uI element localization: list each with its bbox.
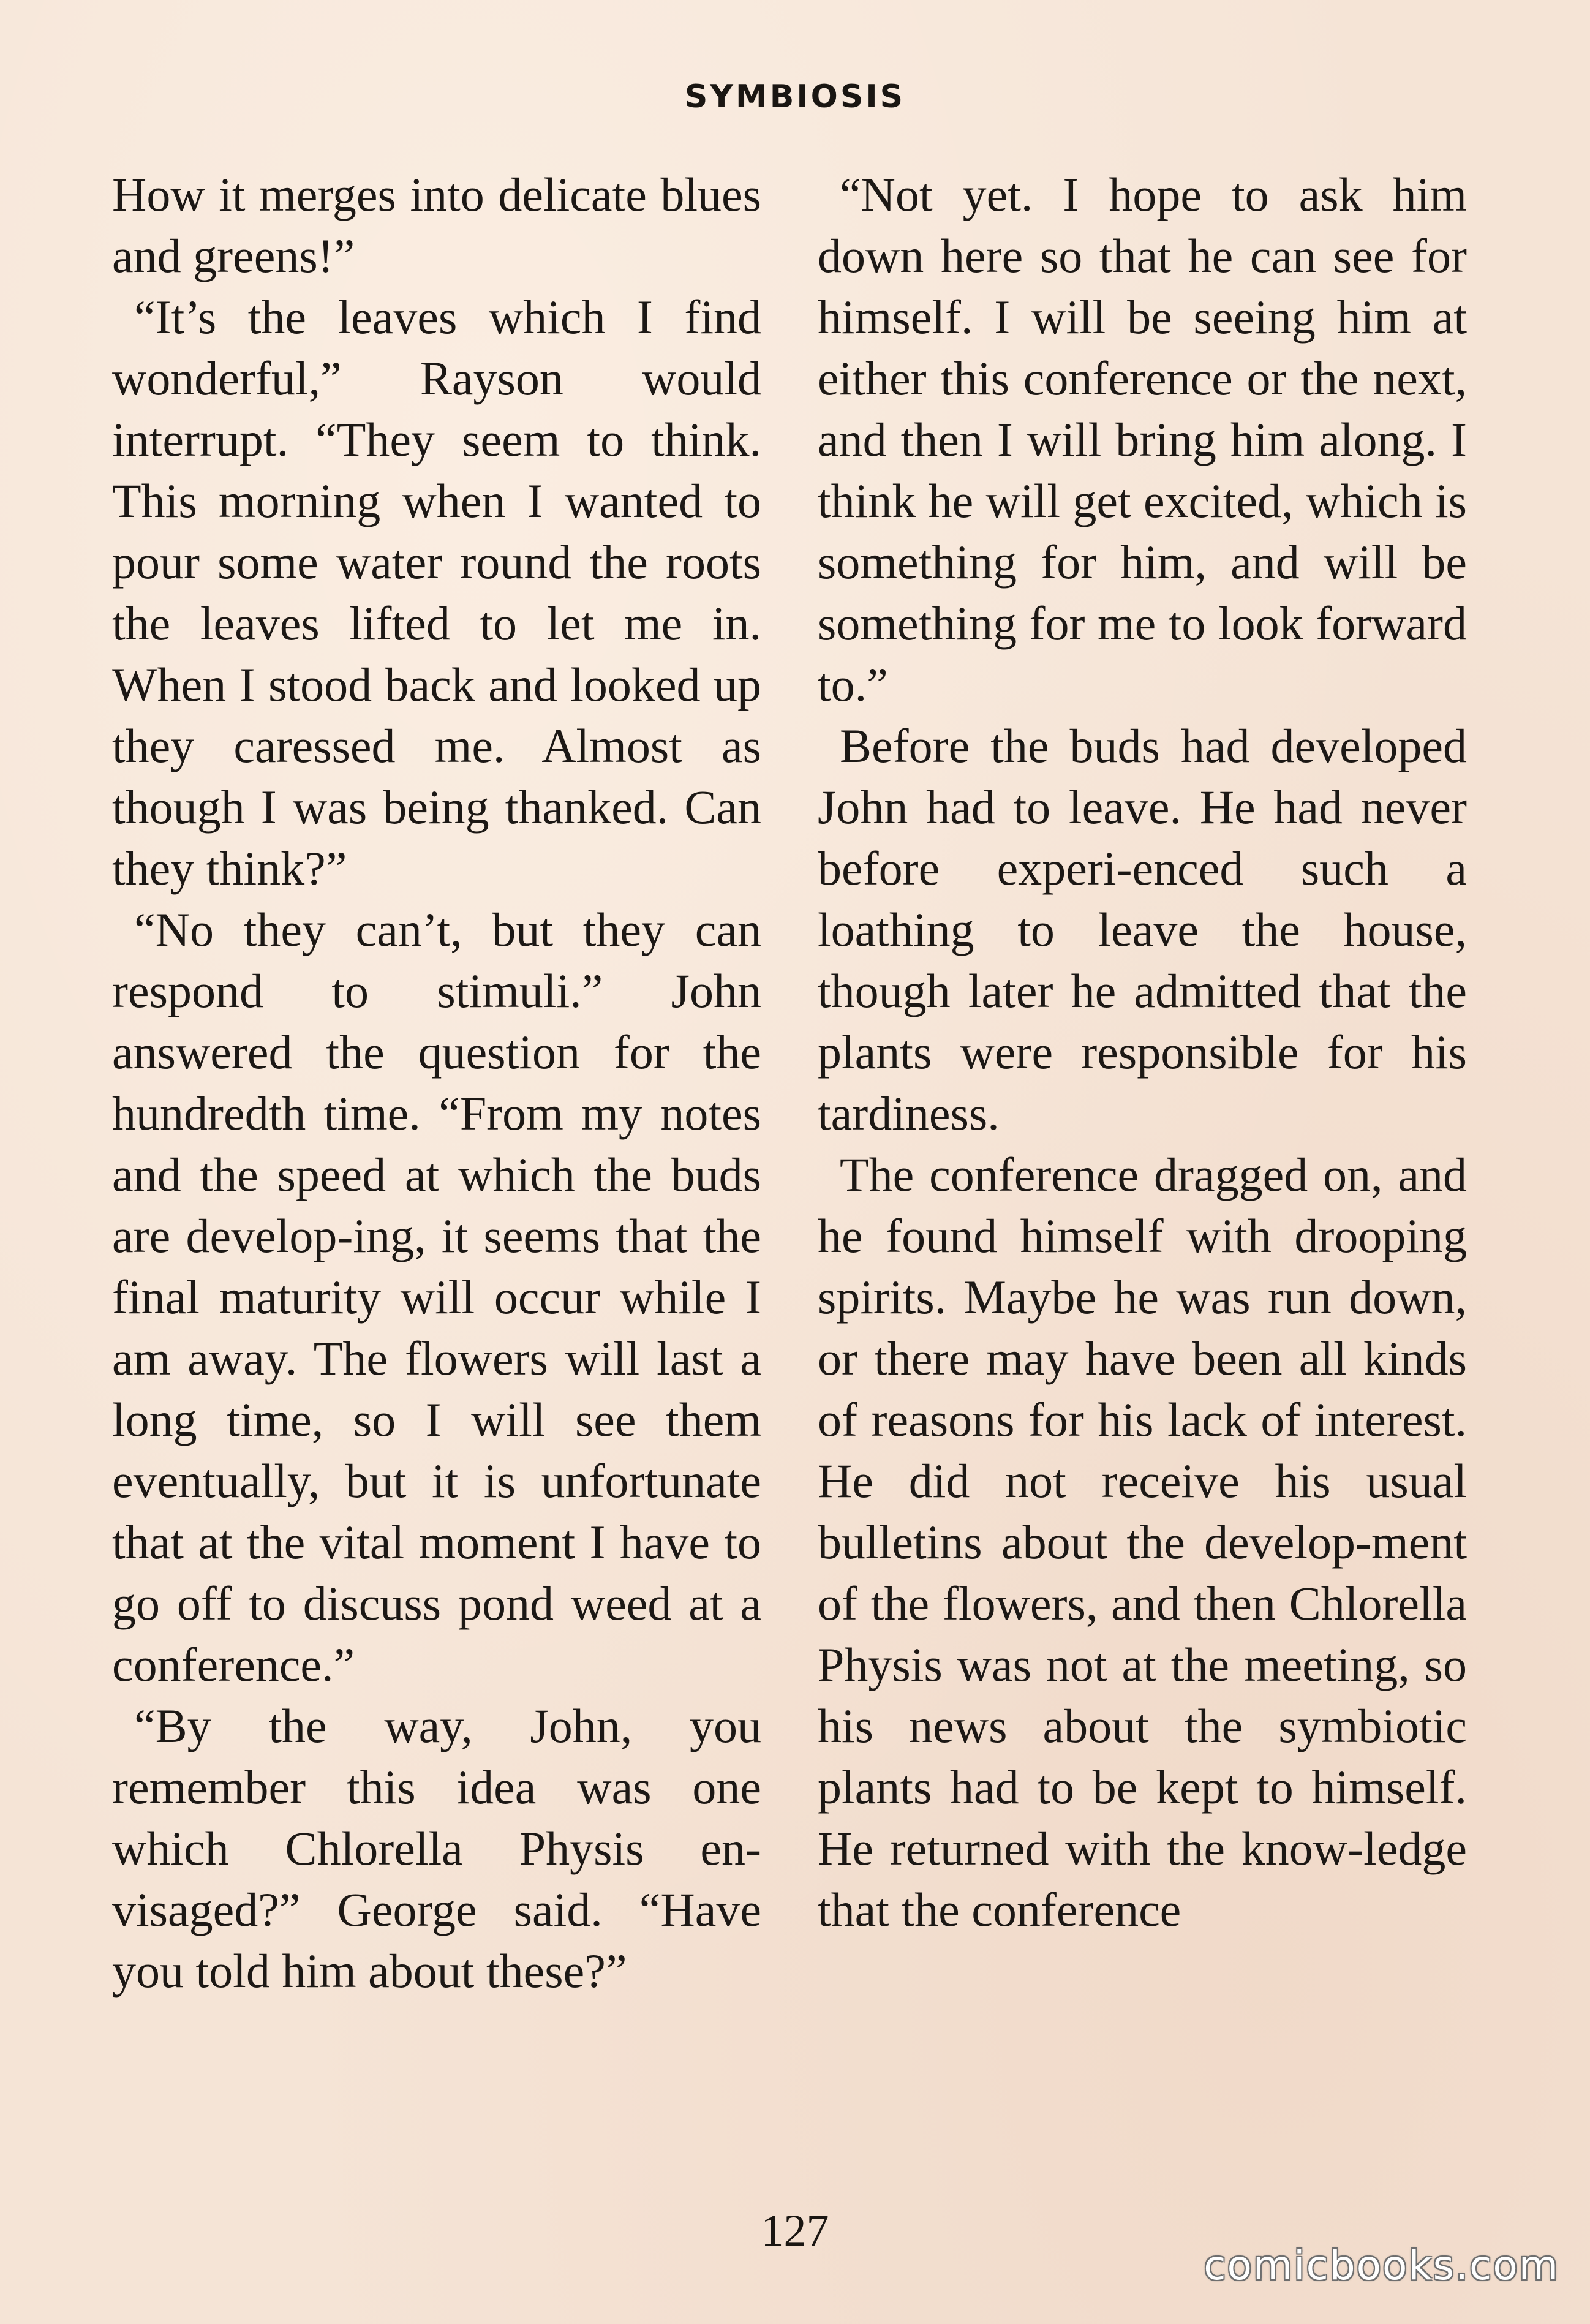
- paragraph: “By the way, John, you remember this idea was one which Chlorella Physis en-visaged?” George said. “Have you told him about these?”: [112, 1699, 761, 1998]
- paragraph: “It’s the leaves which I find wonderful,” Rayson would interrupt. “They seem to think. This morning when I wanted to pour some water round the roots the leaves lifted to let me in. When I stood back and looked up they caressed me. Almost as though I was being thanked. Can they think?”: [112, 290, 761, 895]
- paragraph: The conference dragged on, and he found himself with drooping spirits. Maybe he was run down, or there may have been all kinds of reasons for his lack of interest. He did not receive his usual bulletins about the develop-ment of the flowers, and then Chlorella Physis was not at the meeting, so his news about the symbiotic plants had to be kept to himself. He returned with the know-ledge that the conference: [818, 1148, 1467, 1936]
- paragraph: Before the buds had developed John had to leave. He had never before experi-enced such a loathing to leave the house, though later he admitted that the plants were responsible for his tardiness.: [818, 719, 1467, 1140]
- left-text-column: [112, 164, 761, 2002]
- watermark-text: comicbooks.com: [1204, 2242, 1559, 2289]
- paragraph: How it merges into delicate blues and greens!”: [112, 168, 761, 282]
- right-text-column: [818, 164, 1467, 1941]
- paragraph: “No they can’t, but they can respond to stimuli.” John answered the question for the hundredth time. “From my notes and the speed at which the buds are develop-ing, it seems that the final maturity will occur while I am away. The flowers will last a long time, so I will see them eventually, but it is unfortunate that at the vital moment I have to go off to discuss pond weed at a conference.”: [112, 903, 761, 1691]
- running-title: SYMBIOSIS: [684, 78, 906, 115]
- page-number: 127: [761, 2206, 829, 2256]
- paragraph: “Not yet. I hope to ask him down here so that he can see for himself. I will be seeing him at either this conference or the next, and then I will bring him along. I think he will get excited, which is something for him, and will be something for me to look forward to.”: [818, 168, 1467, 711]
